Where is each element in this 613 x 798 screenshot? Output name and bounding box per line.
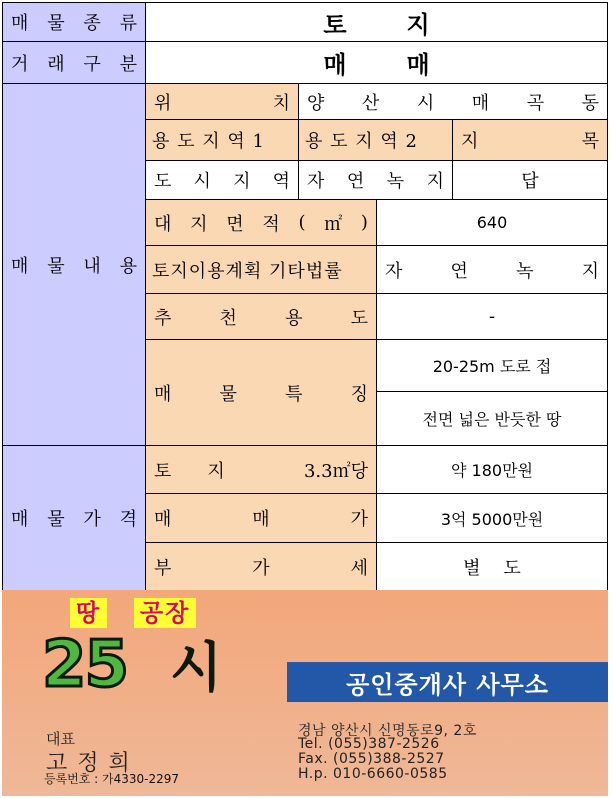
label-char: 매 (11, 13, 29, 34)
label-char: 매 (154, 383, 172, 405)
label-char: 자 (385, 260, 403, 282)
label-char: 매 (252, 509, 270, 530)
label-char: 래 (47, 53, 65, 75)
label-char: 지 (406, 9, 430, 39)
vat-label (145, 542, 377, 591)
label-char: 동 (581, 92, 599, 114)
landuse-label: 토지이용계획 기타법률 (145, 245, 377, 294)
office-fax: Fax. (055)388-2527 (298, 751, 445, 767)
label-char: 특 (285, 383, 303, 405)
label-char: 연 (450, 260, 468, 282)
feature-label (145, 339, 377, 446)
label-char: 지 (207, 460, 225, 482)
landuse-value (376, 245, 608, 294)
tag-factory: 공장 (134, 598, 196, 628)
label-char: 종 (83, 13, 101, 34)
feature-line-2: 전면 넓은 반듯한 땅 (376, 391, 608, 446)
jimok-value: 답 (452, 160, 608, 200)
label-char: 연 (346, 171, 365, 192)
label-char: 격 (119, 509, 137, 530)
label-char: 산 (361, 92, 380, 114)
label-char: 지 (190, 213, 208, 235)
recommend-label (145, 293, 377, 340)
label-char: 가 (252, 557, 270, 579)
label-char: 거 (11, 53, 29, 75)
office-address: 경남 양산시 신명동로9, 2호 (298, 723, 477, 739)
label-char: 위 (154, 92, 172, 114)
label-char: 대 (154, 213, 172, 235)
label-char: 천 (219, 307, 237, 329)
label-char: 내 (83, 255, 101, 277)
label-char: 구 (83, 53, 101, 75)
sale-price-label (145, 493, 377, 543)
label-char: 자 (307, 171, 325, 192)
label-char: 물 (47, 509, 65, 530)
label-char: ㎡ (324, 213, 343, 235)
unit-price-label-land (154, 457, 225, 483)
property-type-label (2, 2, 146, 42)
agency-banner (2, 590, 608, 796)
office-name: 공인중개사 사무소 (287, 662, 608, 702)
registration-number: 등록번호 : 가4330-2297 (44, 772, 180, 786)
vat-value: 별 도 (376, 542, 608, 591)
unit-price-value: 약 180만원 (376, 445, 608, 494)
label-char: 매 (406, 50, 430, 79)
label-char: 목 (581, 131, 599, 152)
label-char: ) (360, 212, 368, 233)
logo-suffix: 시 (170, 636, 223, 699)
label-char: 양 (307, 92, 325, 114)
label-char: 지 (581, 260, 599, 282)
label-char: 매 (471, 92, 490, 114)
sale-price-value: 3억 5000만원 (376, 493, 608, 543)
representative-name: 고정희 (46, 751, 140, 776)
label-char: 지 (461, 131, 479, 152)
location-value (298, 83, 608, 120)
label-char: 류 (119, 13, 137, 34)
deal-type-value (145, 41, 608, 84)
label-char: ( (298, 212, 306, 233)
label-char: 추 (154, 307, 172, 329)
label-char: 시 (193, 171, 211, 192)
location-label (145, 83, 299, 120)
label-char: 녹 (386, 171, 405, 192)
jimok-label (452, 119, 608, 161)
label-char: 매 (11, 255, 29, 277)
label-char: 면 (226, 213, 244, 235)
label-char: 물 (47, 255, 65, 277)
label-char: 녹 (516, 260, 534, 282)
zone1-label: 용 도 지 역 1 (145, 119, 299, 161)
zone2-label: 용 도 지 역 2 (298, 119, 453, 161)
label-char: 치 (272, 92, 290, 114)
property-type-value (145, 2, 608, 42)
feature-line-1: 20-25m 도로 접 (376, 339, 608, 392)
label-char: 시 (416, 92, 435, 114)
property-section-label (2, 83, 146, 446)
unit-price-label (145, 445, 377, 494)
label-char: 징 (350, 383, 368, 405)
label-char: 지 (426, 171, 444, 192)
deal-type-label (2, 41, 146, 84)
label-char: 도 (154, 171, 172, 192)
label-char: 토 (154, 460, 172, 482)
tag-land: 땅 (70, 598, 107, 628)
label-char: 도 (350, 307, 368, 329)
label-char: 물 (219, 383, 237, 405)
unit-price-label-area: 3.3㎡당 (303, 460, 368, 482)
label-char: 매 (11, 509, 29, 530)
zone1-value (145, 160, 299, 200)
label-char: 적 (262, 213, 280, 235)
label-char: 지 (233, 171, 251, 192)
label-char: 매 (323, 50, 347, 79)
label-char: 용 (285, 307, 303, 329)
label-char: 역 (272, 171, 290, 192)
office-tel: Tel. (055)387-2526 (298, 736, 440, 752)
label-char: 가 (350, 509, 368, 530)
label-char: 토 (323, 9, 347, 39)
area-value: 640 (376, 199, 608, 246)
label-char: 매 (154, 509, 172, 530)
label-char: 부 (154, 557, 172, 579)
recommend-value: - (376, 293, 608, 340)
office-mobile: H.p. 010-6660-0585 (298, 766, 448, 782)
zone2-value (298, 160, 453, 200)
logo-number: 25 (42, 628, 128, 702)
representative-label: 대표 (46, 730, 75, 748)
label-char: 가 (83, 509, 101, 530)
label-char: 분 (119, 53, 137, 75)
label-char: 세 (350, 557, 368, 579)
label-char: 용 (119, 255, 137, 277)
area-label (145, 199, 377, 246)
label-char: 물 (47, 13, 65, 34)
label-char: 곡 (526, 92, 545, 114)
price-section-label (2, 445, 146, 591)
